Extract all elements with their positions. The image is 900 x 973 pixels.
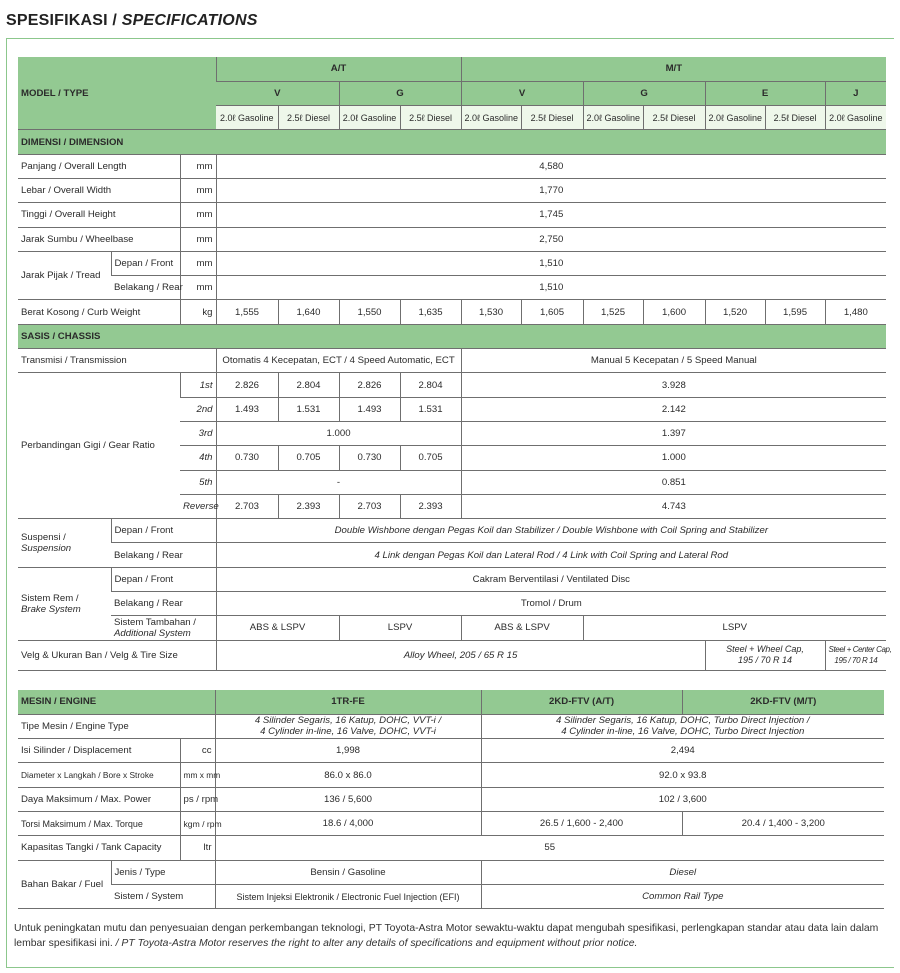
row-label: Diameter x Langkah / Bore x Stroke bbox=[18, 763, 180, 787]
sub-label: Sistem / System bbox=[111, 884, 215, 908]
unit: mm bbox=[180, 154, 216, 178]
value: 1,520 bbox=[705, 300, 765, 324]
sub-label: Depan / Front bbox=[111, 567, 216, 591]
row-label: Sistem Rem / Brake System bbox=[18, 567, 111, 640]
at-header: A/T bbox=[216, 57, 461, 81]
variant-header: 2.5ℓ Diesel bbox=[765, 106, 825, 130]
value: ABS & LSPV bbox=[461, 616, 583, 640]
table-row bbox=[18, 300, 886, 324]
value: 1,555 bbox=[216, 300, 278, 324]
table-row bbox=[18, 154, 886, 178]
value: LSPV bbox=[339, 616, 461, 640]
value: 102 / 3,600 bbox=[481, 787, 884, 811]
table-row bbox=[18, 884, 884, 908]
disclaimer-note: Untuk peningkatan mutu dan penyesuaian dengan perkembangan teknologi, PT Toyota-Astra Motor sewaktu-waktu dapat mengubah spesifikasi, perlengkapan standar atau data lain dalam lembar spesifikasi ini. / PT Toyota-Astra Motor reserves the right to alter any details of specifications and equipment without prior notice. bbox=[14, 923, 879, 949]
sub-label: Belakang / Rear bbox=[111, 592, 216, 616]
section-chassis: SASIS / CHASSIS bbox=[18, 324, 886, 348]
value: 1,600 bbox=[643, 300, 705, 324]
value: Manual 5 Kecepatan / 5 Speed Manual bbox=[461, 349, 886, 373]
value: Diesel bbox=[481, 860, 884, 884]
value: 1.531 bbox=[400, 397, 461, 421]
value: 1,745 bbox=[216, 203, 886, 227]
at-g-header: G bbox=[339, 81, 461, 105]
unit: mm bbox=[180, 178, 216, 202]
row-label: Bahan Bakar / Fuel bbox=[18, 860, 111, 909]
table-row bbox=[18, 616, 886, 640]
mt-v-header: V bbox=[461, 81, 583, 105]
row-label: Jarak Sumbu / Wheelbase bbox=[18, 227, 180, 251]
value: 2,750 bbox=[216, 227, 886, 251]
value: 26.5 / 1,600 - 2,400 bbox=[481, 811, 682, 835]
engine-header: 2KD-FTV (A/T) bbox=[481, 690, 682, 714]
sub-label: Belakang / Rear bbox=[111, 543, 216, 567]
value: 1,530 bbox=[461, 300, 521, 324]
row-label: Velg & Ukuran Ban / Velg & Tire Size bbox=[18, 640, 216, 670]
table-row bbox=[18, 714, 884, 738]
value: 2.703 bbox=[339, 494, 400, 518]
row-label: Berat Kosong / Curb Weight bbox=[18, 300, 180, 324]
variant-header: 2.0ℓ Gasoline bbox=[461, 106, 521, 130]
mt-e-header: E bbox=[705, 81, 825, 105]
row-label: Perbandingan Gigi / Gear Ratio bbox=[18, 373, 180, 519]
value: 1,510 bbox=[216, 276, 886, 300]
value: 86.0 x 86.0 bbox=[215, 763, 481, 787]
value: Steel + Wheel Cap, 195 / 70 R 14 bbox=[705, 640, 825, 670]
value: Double Wishbone dengan Pegas Koil dan Stabilizer / Double Wishbone with Coil Spring and Stabilizer bbox=[216, 519, 886, 543]
value: 4.743 bbox=[461, 494, 886, 518]
table-row bbox=[18, 203, 886, 227]
value: 1,605 bbox=[521, 300, 583, 324]
variant-header: 2.5ℓ Diesel bbox=[278, 106, 339, 130]
value: 2.826 bbox=[216, 373, 278, 397]
value: 1,550 bbox=[339, 300, 400, 324]
sub-label: Depan / Front bbox=[111, 251, 180, 275]
unit: ltr bbox=[180, 836, 215, 860]
value: 2.703 bbox=[216, 494, 278, 518]
unit: mm bbox=[180, 251, 216, 275]
gear-name: 4th bbox=[180, 446, 216, 470]
variant-header: 2.0ℓ Gasoline bbox=[339, 106, 400, 130]
row-label: Tipe Mesin / Engine Type bbox=[18, 714, 215, 738]
value: 2.142 bbox=[461, 397, 886, 421]
section-engine: MESIN / ENGINE bbox=[18, 690, 215, 714]
table-row bbox=[18, 640, 886, 670]
mt-j-header: J bbox=[825, 81, 886, 105]
variant-header: 2.5ℓ Diesel bbox=[643, 106, 705, 130]
value: LSPV bbox=[583, 616, 886, 640]
value: 0.705 bbox=[278, 446, 339, 470]
value: Tromol / Drum bbox=[216, 592, 886, 616]
value: ABS & LSPV bbox=[216, 616, 339, 640]
value: 1.531 bbox=[278, 397, 339, 421]
gear-name: 2nd bbox=[180, 397, 216, 421]
value: Alloy Wheel, 205 / 65 R 15 bbox=[216, 640, 705, 670]
sub-label: Belakang / Rear bbox=[111, 276, 180, 300]
unit: mm bbox=[180, 276, 216, 300]
table-row bbox=[18, 763, 884, 787]
table-row bbox=[18, 811, 884, 835]
table-row bbox=[18, 836, 884, 860]
value: Common Rail Type bbox=[481, 884, 884, 908]
value: Otomatis 4 Kecepatan, ECT / 4 Speed Automatic, ECT bbox=[216, 349, 461, 373]
row-label: Jarak Pijak / Tread bbox=[18, 251, 111, 300]
value: 2.393 bbox=[400, 494, 461, 518]
spec-table bbox=[18, 57, 892, 671]
unit: mm bbox=[180, 203, 216, 227]
value: 1.000 bbox=[216, 421, 461, 445]
value: 1,525 bbox=[583, 300, 643, 324]
value: 18.6 / 4,000 bbox=[215, 811, 481, 835]
value: 1,510 bbox=[216, 251, 886, 275]
value: 0.851 bbox=[461, 470, 886, 494]
value: 1,595 bbox=[765, 300, 825, 324]
value: 1,998 bbox=[215, 739, 481, 763]
table-row bbox=[18, 787, 884, 811]
table-row bbox=[18, 519, 886, 543]
header-row-1 bbox=[18, 57, 886, 81]
table-row bbox=[18, 251, 886, 275]
section-dimension: DIMENSI / DIMENSION bbox=[18, 130, 886, 154]
value: 3.928 bbox=[461, 373, 886, 397]
engine-table bbox=[18, 690, 884, 909]
value: Bensin / Gasoline bbox=[215, 860, 481, 884]
row-label: Daya Maksimum / Max. Power bbox=[18, 787, 180, 811]
unit: cc bbox=[180, 739, 215, 763]
value: 1.493 bbox=[216, 397, 278, 421]
row-label: Isi Silinder / Displacement bbox=[18, 739, 180, 763]
value: Sistem Injeksi Elektronik / Electronic Fuel Injection (EFI) bbox=[215, 884, 481, 908]
engine-header: 2KD-FTV (M/T) bbox=[682, 690, 884, 714]
sub-label: Depan / Front bbox=[111, 519, 216, 543]
value: 1.000 bbox=[461, 446, 886, 470]
value: 0.705 bbox=[400, 446, 461, 470]
row-label: Panjang / Overall Length bbox=[18, 154, 180, 178]
variant-header: 2.0ℓ Gasoline bbox=[825, 106, 886, 130]
unit: mm x mm bbox=[180, 763, 215, 787]
table-row bbox=[18, 349, 886, 373]
table-row bbox=[18, 227, 886, 251]
unit: kgm / rpm bbox=[180, 811, 215, 835]
table-row bbox=[18, 373, 886, 397]
variant-header: 2.0ℓ Gasoline bbox=[216, 106, 278, 130]
value: 1,635 bbox=[400, 300, 461, 324]
row-label: Kapasitas Tangki / Tank Capacity bbox=[18, 836, 180, 860]
value: 4,580 bbox=[216, 154, 886, 178]
value: 136 / 5,600 bbox=[215, 787, 481, 811]
sub-label: Sistem Tambahan / Additional System bbox=[111, 616, 216, 640]
model-type-header: MODEL / TYPE bbox=[18, 57, 216, 130]
table-row bbox=[18, 860, 884, 884]
table-row bbox=[18, 592, 886, 616]
page-title: SPESIFIKASI / SPECIFICATIONS bbox=[6, 12, 258, 29]
value: 4 Silinder Segaris, 16 Katup, DOHC, Turbo Direct Injection / 4 Cylinder in-line, 16 Valve, DOHC, Turbo Direct Injection bbox=[481, 714, 884, 738]
mt-g-header: G bbox=[583, 81, 705, 105]
gear-name: 3rd bbox=[180, 421, 216, 445]
value: 2.804 bbox=[278, 373, 339, 397]
unit: ps / rpm bbox=[180, 787, 215, 811]
value: 2.826 bbox=[339, 373, 400, 397]
row-label: Torsi Maksimum / Max. Torque bbox=[18, 811, 180, 835]
variant-header: 2.5ℓ Diesel bbox=[400, 106, 461, 130]
value: 1.397 bbox=[461, 421, 886, 445]
sub-label: Jenis / Type bbox=[111, 860, 215, 884]
value: 2.393 bbox=[278, 494, 339, 518]
row-label: Tinggi / Overall Height bbox=[18, 203, 180, 227]
value: 2,494 bbox=[481, 739, 884, 763]
value: - bbox=[216, 470, 461, 494]
table-row bbox=[18, 739, 884, 763]
value: 1.493 bbox=[339, 397, 400, 421]
table-row bbox=[18, 276, 886, 300]
value: 4 Link dengan Pegas Koil dan Lateral Rod / 4 Link with Coil Spring and Lateral Rod bbox=[216, 543, 886, 567]
value: 2.804 bbox=[400, 373, 461, 397]
gear-name: 1st bbox=[180, 373, 216, 397]
value: 20.4 / 1,400 - 3,200 bbox=[682, 811, 884, 835]
engine-header: 1TR-FE bbox=[215, 690, 481, 714]
value: 55 bbox=[215, 836, 884, 860]
table-row bbox=[18, 178, 886, 202]
row-label: Suspensi / Suspension bbox=[18, 519, 111, 568]
unit: mm bbox=[180, 227, 216, 251]
value: 0.730 bbox=[339, 446, 400, 470]
gear-name: 5th bbox=[180, 470, 216, 494]
gear-name: Reverse bbox=[180, 494, 216, 518]
value: Steel + Center Cap, 195 / 70 R 14 bbox=[825, 640, 886, 670]
value: 92.0 x 93.8 bbox=[481, 763, 884, 787]
row-label: Transmisi / Transmission bbox=[18, 349, 216, 373]
row-label: Lebar / Overall Width bbox=[18, 178, 180, 202]
unit: kg bbox=[180, 300, 216, 324]
variant-header: 2.0ℓ Gasoline bbox=[583, 106, 643, 130]
variant-header: 2.5ℓ Diesel bbox=[521, 106, 583, 130]
value: 1,480 bbox=[825, 300, 886, 324]
table-row bbox=[18, 567, 886, 591]
at-v-header: V bbox=[216, 81, 339, 105]
table-row bbox=[18, 543, 886, 567]
mt-header: M/T bbox=[461, 57, 886, 81]
value: 1,770 bbox=[216, 178, 886, 202]
value: Cakram Berventilasi / Ventilated Disc bbox=[216, 567, 886, 591]
value: 1,640 bbox=[278, 300, 339, 324]
value: 4 Silinder Segaris, 16 Katup, DOHC, VVT-i / 4 Cylinder in-line, 16 Valve, DOHC, VVT-i bbox=[215, 714, 481, 738]
value: 0.730 bbox=[216, 446, 278, 470]
variant-header: 2.0ℓ Gasoline bbox=[705, 106, 765, 130]
